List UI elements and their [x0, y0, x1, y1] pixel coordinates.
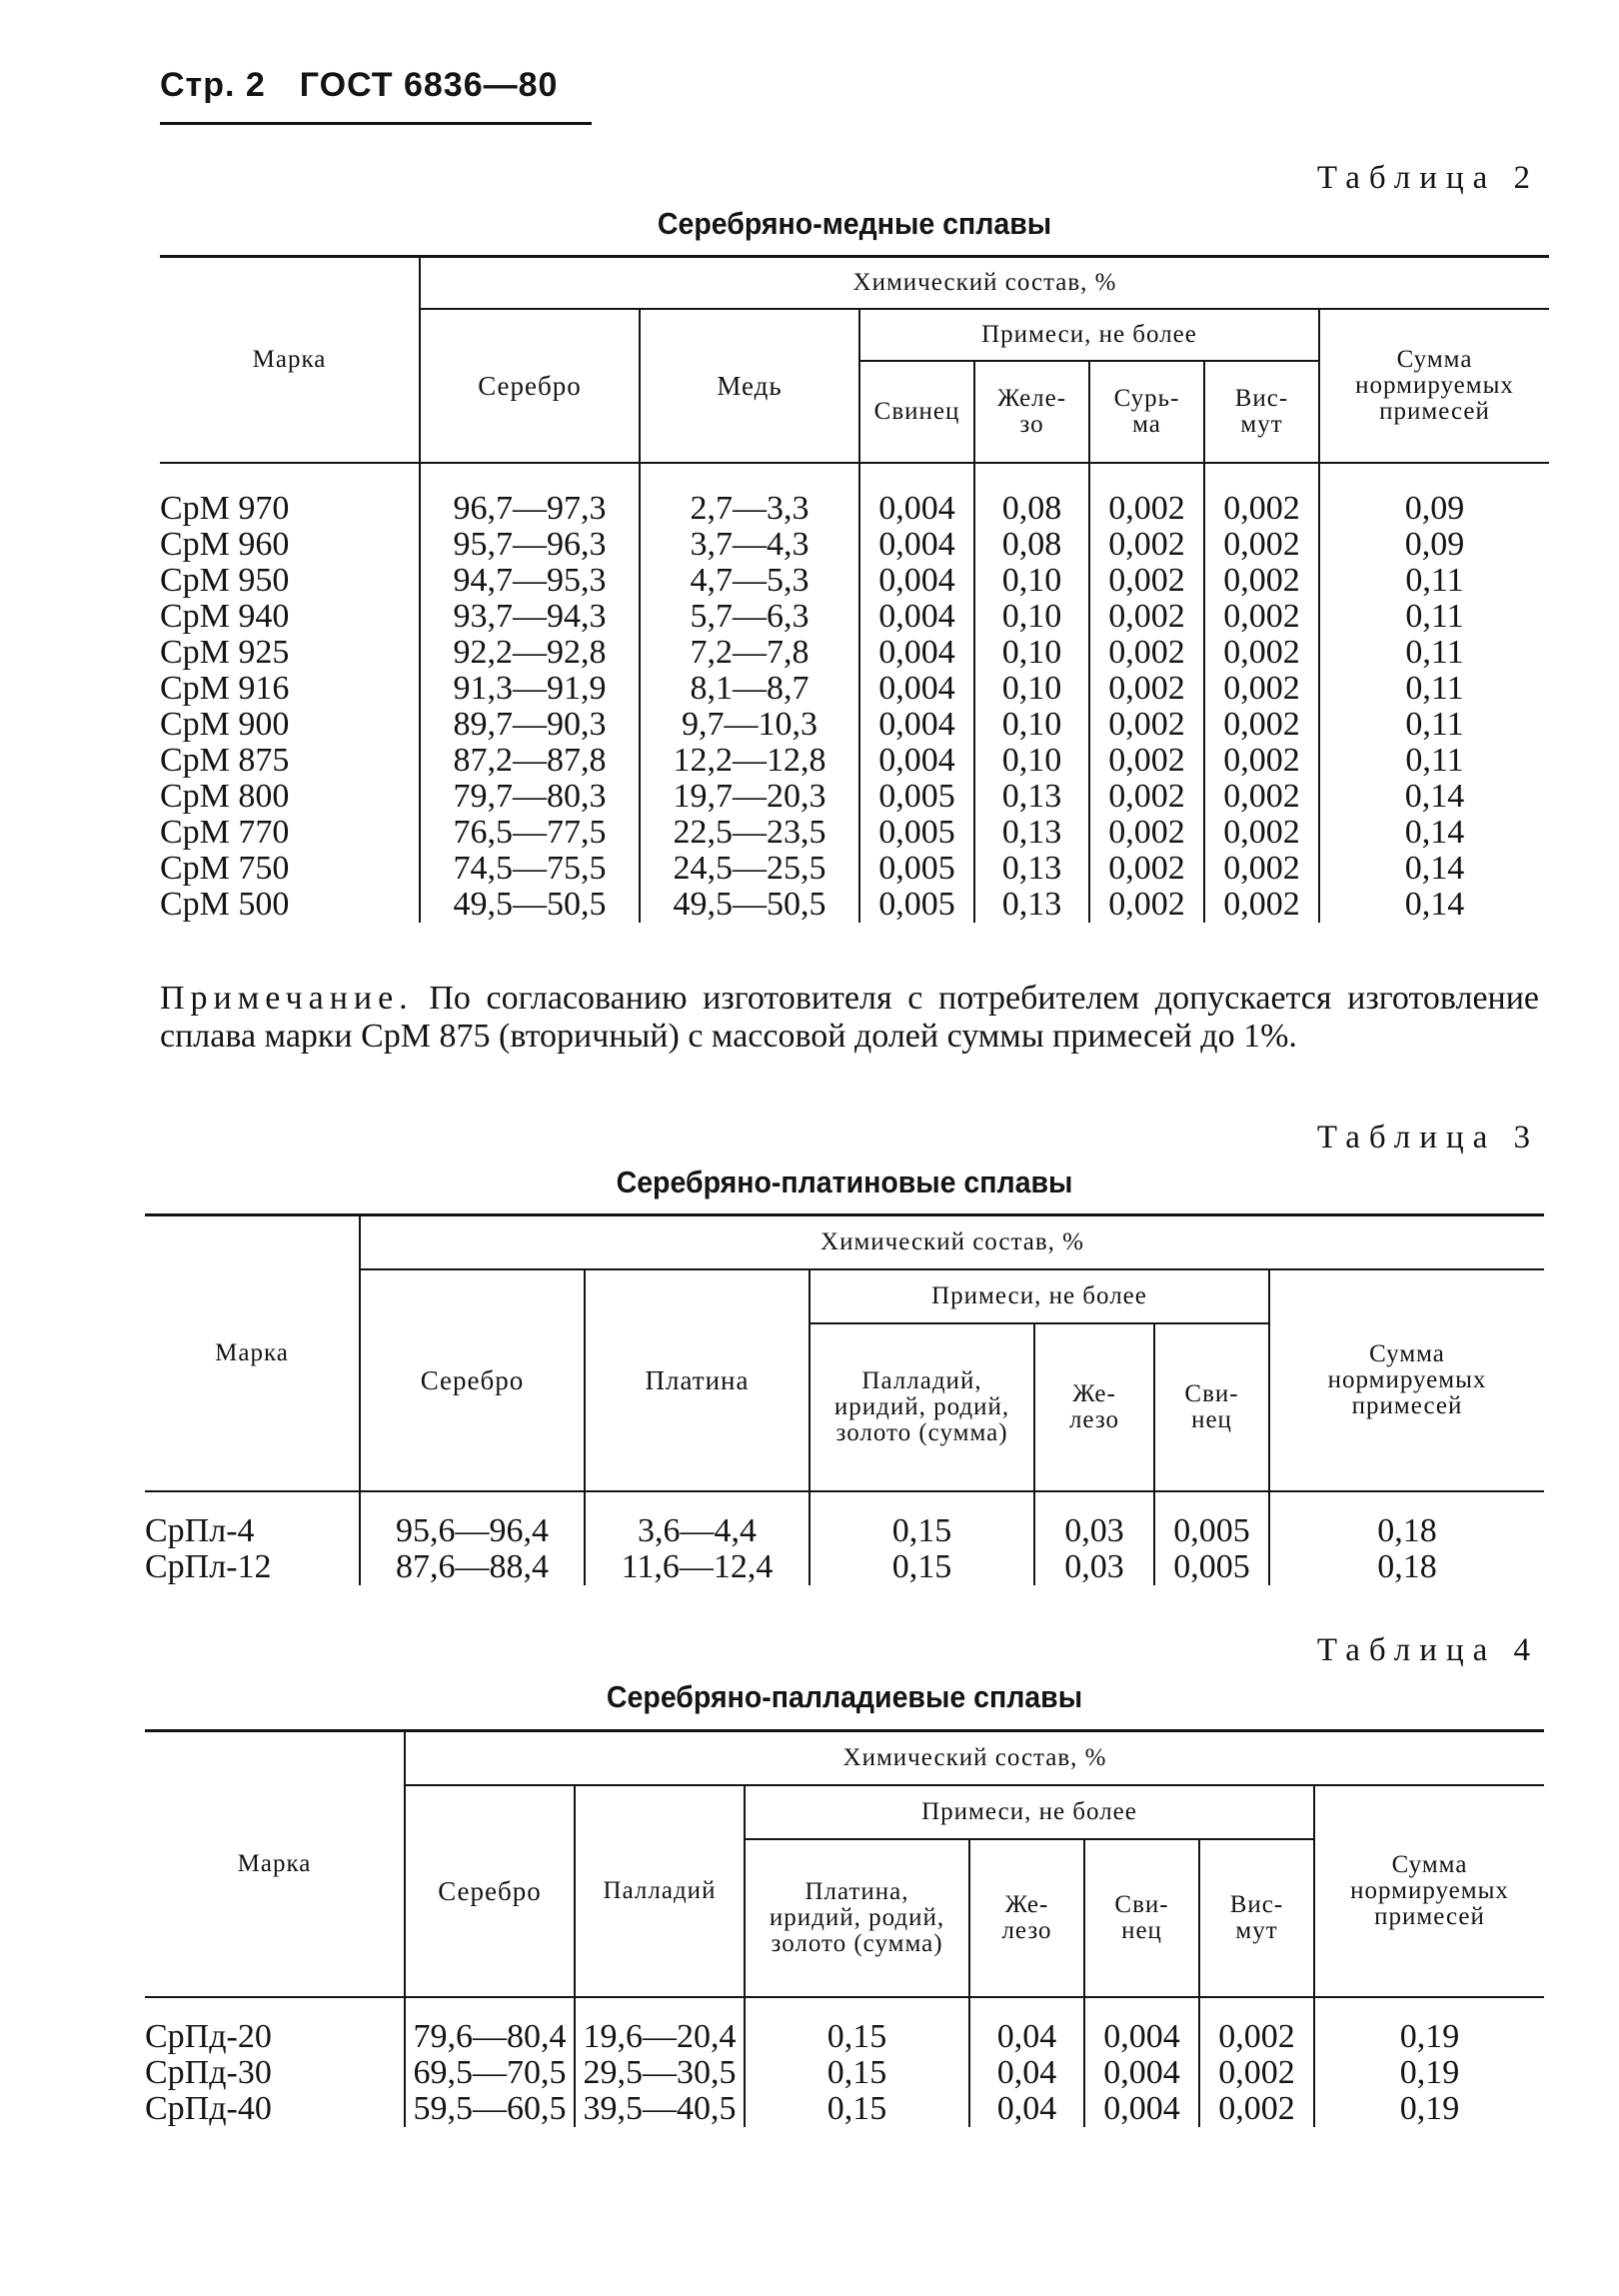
- table4-cell: СрПд-20: [145, 2017, 272, 2055]
- table2-cell: 0,11: [1319, 599, 1549, 635]
- table2-cell: 7,2—7,8: [640, 635, 859, 671]
- table3-cell: СрПл-12: [145, 1547, 272, 1585]
- table2-row: [160, 707, 1549, 743]
- table2-cell: 76,5—77,5: [420, 815, 640, 851]
- table4-cell: 29,5—30,5: [575, 2055, 745, 2091]
- table2-cell: 95,7—96,3: [420, 527, 640, 563]
- table4-head-imp-2: Сви-нец: [1084, 1839, 1199, 1997]
- table4-cell: 0,15: [745, 2091, 969, 2127]
- header-rule: [160, 122, 592, 125]
- table2-title: Серебряно-медные сплавы: [657, 206, 1052, 241]
- table4-cell: 0,004: [1084, 2055, 1199, 2091]
- table3-head-sum: Сумма нормируемых примесей: [1269, 1269, 1544, 1491]
- table2-cell: 0,002: [1204, 779, 1319, 815]
- table3-label: Таблица 3: [1316, 1120, 1539, 1155]
- table4-cell: 0,002: [1199, 2019, 1314, 2055]
- table4-cell: 69,5—70,5: [405, 2055, 575, 2091]
- table2-cell: 0,13: [974, 815, 1089, 851]
- table4-cell: 0,002: [1199, 2091, 1314, 2127]
- table2-cell: 0,13: [974, 851, 1089, 887]
- table2-cell: 12,2—12,8: [640, 743, 859, 779]
- table2: [160, 255, 1549, 923]
- table2-cell: 19,7—20,3: [640, 779, 859, 815]
- table2-head-serebro: Серебро: [420, 309, 640, 463]
- table3: [145, 1213, 1544, 1585]
- table3-cell: 0,03: [1034, 1513, 1154, 1549]
- table3-cell: 11,6—12,4: [585, 1549, 810, 1585]
- table2-cell: 0,002: [1089, 779, 1204, 815]
- table2-cell: 0,11: [1319, 671, 1549, 707]
- table2-head-chem: Химический состав, %: [420, 257, 1549, 309]
- table2-head-imp-1: Желе-зо: [974, 361, 1089, 463]
- table2-cell: 0,005: [859, 851, 974, 887]
- table2-cell: 0,11: [1319, 707, 1549, 743]
- table2-cell: 0,005: [859, 887, 974, 923]
- table4-cell: СрПд-30: [145, 2053, 272, 2091]
- table2-row: [160, 563, 1549, 599]
- table2-cell: 87,2—87,8: [420, 743, 640, 779]
- table3-head-marka: Марка: [145, 1215, 360, 1491]
- table2-cell: 0,002: [1204, 815, 1319, 851]
- table4-head-imp-0: Платина, иридий, родий, золото (сумма): [745, 1839, 969, 1997]
- table2-cell: СрМ 940: [160, 597, 290, 635]
- table4-title: Серебряно-палладиевые сплавы: [606, 1679, 1083, 1714]
- table3-cell: 0,15: [810, 1549, 1034, 1585]
- table3-head-main: Платина: [585, 1269, 810, 1491]
- table2-cell: 0,002: [1089, 527, 1204, 563]
- table4-cell: 0,19: [1314, 2019, 1544, 2055]
- table4-cell: 0,004: [1084, 2091, 1199, 2127]
- table2-cell: 0,004: [859, 635, 974, 671]
- table2-cell: 0,09: [1319, 527, 1549, 563]
- table3-cell: 0,03: [1034, 1549, 1154, 1585]
- table4-row: [145, 2055, 1544, 2091]
- table2-cell: 0,09: [1319, 491, 1549, 527]
- table2-cell: СрМ 970: [160, 489, 290, 527]
- table2-cell: СрМ 800: [160, 777, 290, 815]
- table2-row: [160, 635, 1549, 671]
- table2-cell: 0,002: [1204, 887, 1319, 923]
- table2-cell: 0,11: [1319, 743, 1549, 779]
- table3-head-impurities: Примеси, не более: [810, 1269, 1269, 1323]
- table2-cell: 0,10: [974, 707, 1089, 743]
- table4-cell: 0,04: [969, 2091, 1084, 2127]
- table2-row: [160, 851, 1549, 887]
- table2-cell: 0,14: [1319, 779, 1549, 815]
- table2-cell: 8,1—8,7: [640, 671, 859, 707]
- table2-cell: 0,002: [1204, 671, 1319, 707]
- table2-cell: 93,7—94,3: [420, 599, 640, 635]
- table2-cell: СрМ 950: [160, 561, 290, 599]
- table4-head-serebro: Серебро: [405, 1785, 575, 1997]
- table2-cell: СрМ 875: [160, 741, 290, 779]
- table4-cell: 0,19: [1314, 2091, 1544, 2127]
- table2-row: [160, 491, 1549, 527]
- table2-cell: СрМ 900: [160, 705, 290, 743]
- table4-label: Таблица 4: [1316, 1632, 1539, 1668]
- table2-cell: 0,10: [974, 635, 1089, 671]
- table2-cell: 0,11: [1319, 563, 1549, 599]
- table4-cell: 0,04: [969, 2055, 1084, 2091]
- table2-cell: СрМ 750: [160, 849, 290, 887]
- table2-cell: 94,7—95,3: [420, 563, 640, 599]
- table2-row: [160, 527, 1549, 563]
- table2-cell: 0,11: [1319, 635, 1549, 671]
- table4-cell: 0,15: [745, 2055, 969, 2091]
- table2-cell: 0,14: [1319, 815, 1549, 851]
- table2-cell: 0,002: [1204, 527, 1319, 563]
- table2-cell: 24,5—25,5: [640, 851, 859, 887]
- table2-cell: 3,7—4,3: [640, 527, 859, 563]
- table4-head-impurities: Примеси, не более: [745, 1785, 1314, 1839]
- table2-head-imp-2: Сурь-ма: [1089, 361, 1204, 463]
- table2-cell: СрМ 916: [160, 669, 290, 707]
- table2-cell: 79,7—80,3: [420, 779, 640, 815]
- table2-label: Таблица 2: [1316, 160, 1539, 196]
- table2-cell: СрМ 500: [160, 885, 290, 923]
- table2-row: [160, 815, 1549, 851]
- table4-cell: 59,5—60,5: [405, 2091, 575, 2127]
- table2-cell: 0,002: [1089, 887, 1204, 923]
- table2-cell: 0,002: [1089, 815, 1204, 851]
- table2-cell: 0,004: [859, 599, 974, 635]
- table3-cell: 0,18: [1269, 1513, 1544, 1549]
- table2-cell: СрМ 770: [160, 813, 290, 851]
- table4-cell: 0,04: [969, 2019, 1084, 2055]
- table2-cell: 0,002: [1089, 707, 1204, 743]
- table2-cell: 96,7—97,3: [420, 491, 640, 527]
- table4-cell: СрПд-40: [145, 2089, 272, 2127]
- table2-cell: 49,5—50,5: [420, 887, 640, 923]
- table2-cell: 0,004: [859, 671, 974, 707]
- table3-cell: СрПл-4: [145, 1511, 255, 1549]
- table2-cell: 0,10: [974, 671, 1089, 707]
- table2-head-imp-3: Вис-мут: [1204, 361, 1319, 463]
- table2-cell: 0,002: [1089, 599, 1204, 635]
- table2-cell: 0,13: [974, 779, 1089, 815]
- table3-head-chem: Химический состав, %: [360, 1215, 1544, 1269]
- table2-cell: 0,005: [859, 815, 974, 851]
- table2-cell: 9,7—10,3: [640, 707, 859, 743]
- table2-cell: 91,3—91,9: [420, 671, 640, 707]
- table2-cell: 0,004: [859, 707, 974, 743]
- table2-cell: 0,002: [1089, 491, 1204, 527]
- table2-cell: 0,002: [1204, 635, 1319, 671]
- table2-cell: 0,004: [859, 491, 974, 527]
- table2-cell: 0,002: [1204, 743, 1319, 779]
- table2-head-marka: Марка: [160, 257, 420, 463]
- table4-head-imp-1: Же-лезо: [969, 1839, 1084, 1997]
- table4-head-marka: Марка: [145, 1731, 405, 1997]
- table4-cell: 79,6—80,4: [405, 2019, 575, 2055]
- table3-cell: 87,6—88,4: [360, 1549, 585, 1585]
- table4-head-main: Палладий: [575, 1785, 745, 1997]
- table2-cell: 0,002: [1204, 563, 1319, 599]
- page-header: [160, 66, 558, 105]
- table4-row: [145, 2019, 1544, 2055]
- table2-cell: 0,002: [1089, 635, 1204, 671]
- table2-head-sum: Сумма нормируемых примесей: [1319, 309, 1549, 463]
- table2-row: [160, 671, 1549, 707]
- table4-cell: 39,5—40,5: [575, 2091, 745, 2127]
- table2-cell: 0,08: [974, 527, 1089, 563]
- table4-cell: 0,19: [1314, 2055, 1544, 2091]
- table2-cell: 0,14: [1319, 851, 1549, 887]
- table2-cell: 0,10: [974, 563, 1089, 599]
- table2-cell: 89,7—90,3: [420, 707, 640, 743]
- table4: [145, 1729, 1544, 2127]
- table4-head-chem: Химический состав, %: [405, 1731, 1544, 1785]
- table3-cell: 0,15: [810, 1513, 1034, 1549]
- table2-cell: 5,7—6,3: [640, 599, 859, 635]
- table2-cell: 92,2—92,8: [420, 635, 640, 671]
- table2-cell: 0,005: [859, 779, 974, 815]
- table4-cell: 19,6—20,4: [575, 2019, 745, 2055]
- table2-cell: 2,7—3,3: [640, 491, 859, 527]
- note-prefix: Примечание.: [160, 980, 414, 1017]
- table3-cell: 3,6—4,4: [585, 1513, 810, 1549]
- table2-cell: 0,002: [1204, 707, 1319, 743]
- table4-head-imp-3: Вис-мут: [1199, 1839, 1314, 1997]
- page-number: Стр. 2: [160, 66, 266, 104]
- table2-head-main: Медь: [640, 309, 859, 463]
- table3-head-imp-1: Же-лезо: [1034, 1323, 1154, 1491]
- table2-head-impurities: Примеси, не более: [859, 309, 1319, 361]
- table2-cell: 22,5—23,5: [640, 815, 859, 851]
- table2-cell: 0,002: [1089, 743, 1204, 779]
- table3-title: Серебряно-платиновые сплавы: [616, 1164, 1073, 1199]
- table4-row: [145, 2091, 1544, 2127]
- table3-head-serebro: Серебро: [360, 1269, 585, 1491]
- gost-number: ГОСТ 6836—80: [299, 66, 559, 104]
- table3-head-imp-2: Сви-нец: [1154, 1323, 1269, 1491]
- table2-cell: 0,004: [859, 743, 974, 779]
- table2-row: [160, 779, 1549, 815]
- note-text: По согласованию изготовителя с потребителем допускается изготовление сплава марки СрМ 875 (вторичный) с массовой долей суммы примесей до 1%.: [160, 980, 1540, 1055]
- table3-cell: 0,005: [1154, 1513, 1269, 1549]
- table3-row: [145, 1549, 1544, 1585]
- table4-cell: 0,15: [745, 2019, 969, 2055]
- table3-row: [145, 1513, 1544, 1549]
- table2-row: [160, 887, 1549, 923]
- table2-cell: 0,10: [974, 743, 1089, 779]
- table3-cell: 0,18: [1269, 1549, 1544, 1585]
- table3-head-imp-0: Палладий, иридий, родий, золото (сумма): [810, 1323, 1034, 1491]
- table3-cell: 95,6—96,4: [360, 1513, 585, 1549]
- table4-cell: 0,004: [1084, 2019, 1199, 2055]
- table2-cell: СрМ 925: [160, 633, 290, 671]
- table2-cell: СрМ 960: [160, 525, 290, 563]
- table2-head-imp-0: Свинец: [859, 361, 974, 463]
- table2-cell: 74,5—75,5: [420, 851, 640, 887]
- table4-head-sum: Сумма нормируемых примесей: [1314, 1785, 1544, 1997]
- table2-cell: 0,002: [1204, 599, 1319, 635]
- table2-cell: 0,14: [1319, 887, 1549, 923]
- table2-cell: 0,002: [1089, 671, 1204, 707]
- table2-cell: 4,7—5,3: [640, 563, 859, 599]
- table2-cell: 0,08: [974, 491, 1089, 527]
- table2-row: [160, 599, 1549, 635]
- table2-cell: 0,002: [1204, 491, 1319, 527]
- table4-cell: 0,002: [1199, 2055, 1314, 2091]
- table2-cell: 0,10: [974, 599, 1089, 635]
- table2-cell: 0,004: [859, 563, 974, 599]
- table2-cell: 0,002: [1089, 851, 1204, 887]
- table2-cell: 0,002: [1089, 563, 1204, 599]
- table3-cell: 0,005: [1154, 1549, 1269, 1585]
- table2-row: [160, 743, 1549, 779]
- table2-note: [160, 980, 1539, 1056]
- table2-cell: 0,004: [859, 527, 974, 563]
- table2-cell: 49,5—50,5: [640, 887, 859, 923]
- table2-cell: 0,002: [1204, 851, 1319, 887]
- table2-cell: 0,13: [974, 887, 1089, 923]
